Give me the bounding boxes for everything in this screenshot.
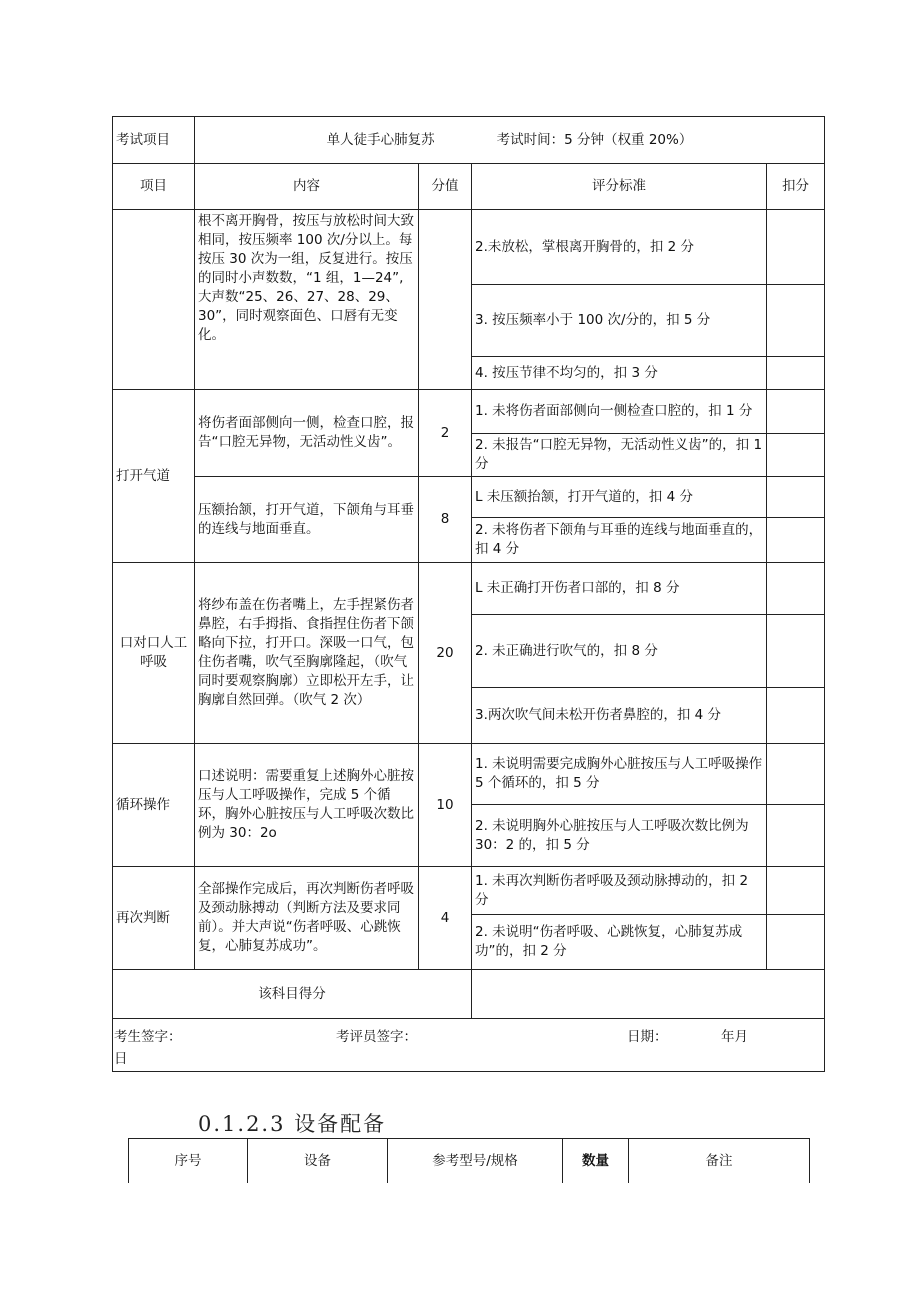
equip-col-device: 设备 — [248, 1139, 388, 1184]
cycle-item: 循环操作 — [113, 744, 195, 867]
col-header-criteria: 评分标准 — [472, 164, 767, 210]
exam-item-label: 考试项目 — [113, 117, 195, 164]
equipment-table — [128, 1138, 810, 1183]
equip-col-notes: 备注 — [629, 1139, 810, 1184]
deduction-cell — [767, 867, 825, 915]
total-row — [113, 970, 825, 1019]
airway-score-2: 8 — [419, 477, 472, 563]
airway-score-1: 2 — [419, 390, 472, 477]
deduction-cell — [767, 915, 825, 970]
breathing-content: 将纱布盖在伤者嘴上，左手捏紧伤者鼻腔，右手拇指、食指捏住伤者下颌略向下拉，打开口。深吸一口气，包住伤者嘴，吹气至胸廓隆起，（吹气同时要观察胸廓）立即松开左手，让胸廓自然回弹。（吹气 2 次） — [195, 563, 419, 744]
compression-content: 根不离开胸骨，按压与放松时间大致相同，按压频率 100 次/分以上。每按压 30 次为一组，反复进行。按压的同时小声数数，“1 组，1—24”, 大声数“25、26、27、28、29、30”，同时观察面色、口唇有无变化。 — [195, 210, 419, 390]
deduction-cell — [767, 563, 825, 615]
total-value-cell — [472, 970, 825, 1019]
breathing-criteria-2: 2. 未正确进行吹气的，扣 8 分 — [472, 615, 767, 688]
deduction-cell — [767, 615, 825, 688]
deduction-cell — [767, 477, 825, 518]
breathing-criteria-1: L 未正确打开伤者口部的，扣 8 分 — [472, 563, 767, 615]
cycle-criteria-2: 2. 未说明胸外心脏按压与人工呼吸次数比例为 30：2 的，扣 5 分 — [472, 805, 767, 867]
deduction-cell — [767, 210, 825, 285]
section-heading: 0.1.2.3 设备配备 — [198, 1112, 387, 1136]
recheck-criteria-2: 2. 未说明“伤者呼吸、心跳恢复，心肺复苏成功”的，扣 2 分 — [472, 915, 767, 970]
airway-content-2: 压额抬颔，打开气道，下颌角与耳垂的连线与地面垂直。 — [195, 477, 419, 563]
exam-header-row — [113, 117, 825, 164]
airway-item: 打开气道 — [113, 390, 195, 563]
col-header-content: 内容 — [195, 164, 419, 210]
airway-content-1: 将伤者面部侧向一侧，检查口腔，报告“口腔无异物，无活动性义齿”。 — [195, 390, 419, 477]
date-label: 日期： — [627, 1029, 668, 1045]
day-label: 日 — [114, 1051, 128, 1067]
exam-time: 考试时间：5 分钟（权重 20%） — [496, 131, 693, 148]
signature-cell — [113, 1019, 825, 1072]
breathing-score: 20 — [419, 563, 472, 744]
deduction-cell — [767, 434, 825, 477]
equip-col-index: 序号 — [129, 1139, 248, 1184]
table-row — [113, 390, 825, 434]
col-header-score: 分值 — [419, 164, 472, 210]
deduction-cell — [767, 357, 825, 390]
candidate-signature-label: 考生签字： — [114, 1029, 182, 1045]
compression-criteria-2: 2.未放松，掌根离开胸骨的，扣 2 分 — [472, 210, 767, 285]
airway-criteria-1a: 1. 未将伤者面部侧向一侧检查口腔的，扣 1 分 — [472, 390, 767, 434]
equip-col-model: 参考型号/规格 — [388, 1139, 563, 1184]
recheck-item: 再次判断 — [113, 867, 195, 970]
score-cell-empty — [419, 210, 472, 390]
recheck-score: 4 — [419, 867, 472, 970]
airway-criteria-2a: L 未压额抬颔，打开气道的，扣 4 分 — [472, 477, 767, 518]
deduction-cell — [767, 688, 825, 744]
recheck-content: 全部操作完成后，再次判断伤者呼吸及颈动脉搏动（判断方法及要求同前）。并大声说“伤者呼吸、心跳恢复，心肺复苏成功”。 — [195, 867, 419, 970]
column-header-row — [113, 164, 825, 210]
exam-title: 单人徒手心肺复苏 — [326, 131, 435, 148]
deduction-cell — [767, 285, 825, 357]
table-row — [113, 744, 825, 805]
deduction-cell — [767, 518, 825, 563]
deduction-cell — [767, 390, 825, 434]
recheck-criteria-1: 1. 未再次判断伤者呼吸及颈动脉搏动的，扣 2 分 — [472, 867, 767, 915]
year-month-label: 年月 — [721, 1029, 748, 1045]
col-header-item: 项目 — [113, 164, 195, 210]
table-row — [113, 477, 825, 518]
item-cell-empty — [113, 210, 195, 390]
compression-criteria-4: 4. 按压节律不均匀的，扣 3 分 — [472, 357, 767, 390]
airway-criteria-2b: 2. 未将伤者下颌角与耳垂的连线与地面垂直的，扣 4 分 — [472, 518, 767, 563]
cycle-content: 口述说明：需要重复上述胸外心脏按压与人工呼吸操作，完成 5 个循环，胸外心脏按压与人工呼吸次数比例为 30：2o — [195, 744, 419, 867]
cycle-criteria-1: 1. 未说明需要完成胸外心脏按压与人工呼吸操作 5 个循环的，扣 5 分 — [472, 744, 767, 805]
breathing-item: 口对口人工呼吸 — [113, 563, 195, 744]
breathing-criteria-3: 3.两次吹气间未松开伤者鼻腔的，扣 4 分 — [472, 688, 767, 744]
total-label: 该科目得分 — [113, 970, 472, 1019]
table-row — [113, 867, 825, 915]
exam-title-cell — [195, 117, 825, 164]
equip-col-quantity: 数量 — [563, 1139, 629, 1184]
table-row — [113, 210, 825, 285]
compression-criteria-3: 3. 按压频率小于 100 次/分的，扣 5 分 — [472, 285, 767, 357]
airway-criteria-1b: 2. 未报告“口腔无异物，无活动性义齿”的，扣 1 分 — [472, 434, 767, 477]
deduction-cell — [767, 744, 825, 805]
exam-score-table — [112, 116, 825, 1072]
signature-row — [113, 1019, 825, 1072]
col-header-deduction: 扣分 — [767, 164, 825, 210]
deduction-cell — [767, 805, 825, 867]
cycle-score: 10 — [419, 744, 472, 867]
examiner-signature-label: 考评员签字： — [336, 1029, 417, 1045]
table-row — [113, 563, 825, 615]
equipment-header-row — [129, 1139, 810, 1184]
